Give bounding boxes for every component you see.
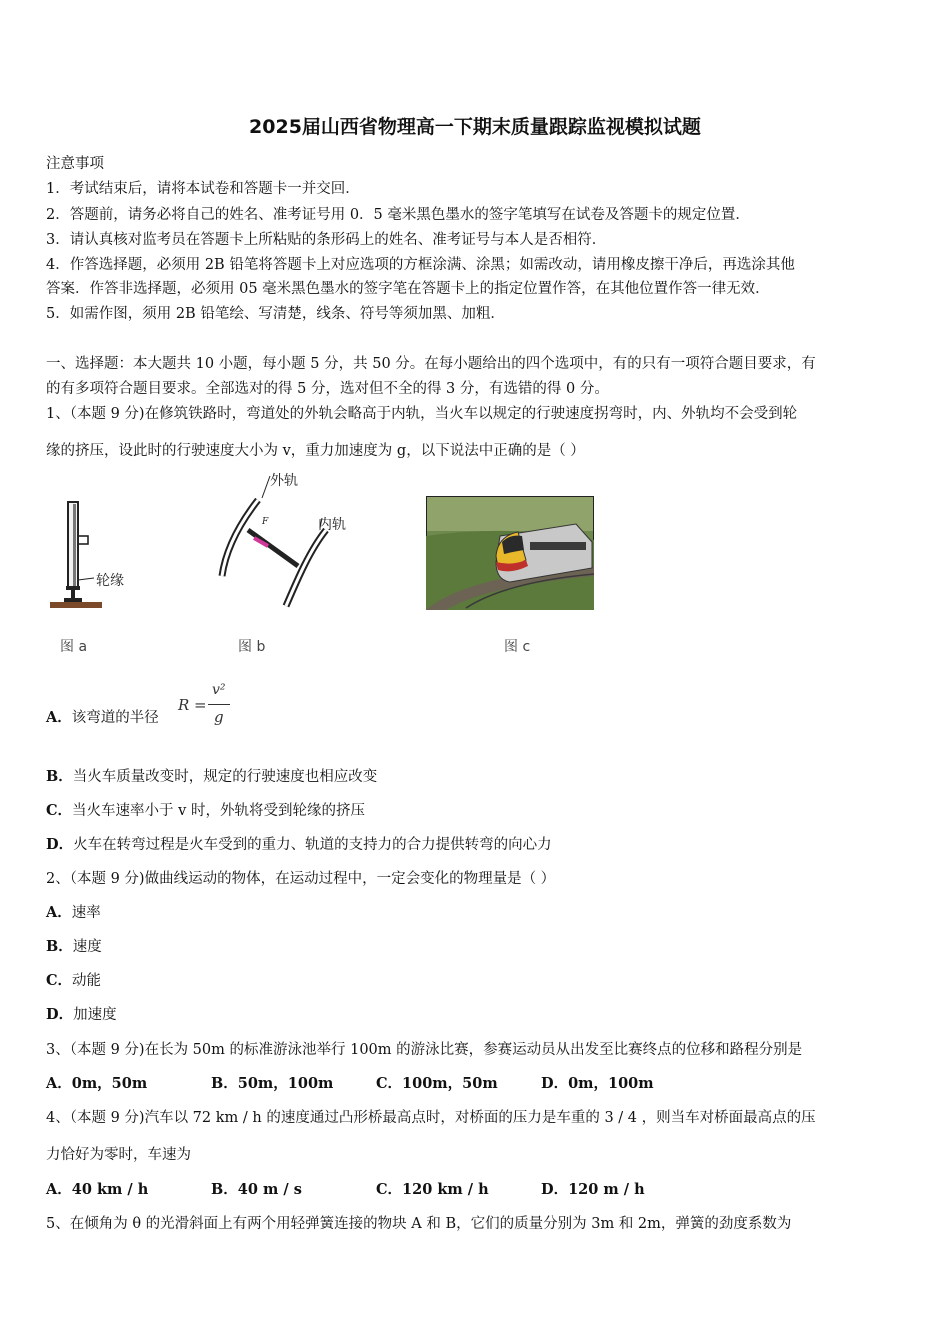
q2-option-b bbox=[46, 935, 102, 956]
formula-lhs: R = bbox=[178, 696, 207, 714]
q3-option-c: C．100m，50m bbox=[376, 1075, 498, 1092]
q2-option-d bbox=[46, 1003, 117, 1024]
sleeper-shape bbox=[248, 530, 298, 566]
section-intro: 的有多项符合题目要求。全部选对的得 5 分，选对但不全的得 3 分，有选错的得 0 分。 bbox=[46, 381, 609, 397]
notice-item: 5．如需作图，须用 2B 铅笔绘、写清楚，线条、符号等须加黑、加粗． bbox=[46, 306, 505, 322]
option-letter: A． bbox=[46, 709, 72, 726]
option-text: 速率 bbox=[71, 905, 101, 921]
figure-a-wheel-rail bbox=[48, 498, 138, 613]
flange-pointer bbox=[78, 578, 94, 580]
wheel-axle-line bbox=[73, 504, 76, 586]
q3-option-a: A．0m，50m bbox=[46, 1075, 148, 1092]
option-letter: B． bbox=[46, 938, 73, 955]
figure-a-caption: 图 a bbox=[60, 639, 88, 655]
q1-option-d bbox=[46, 833, 552, 854]
option-text: 动能 bbox=[72, 973, 102, 989]
section-intro: 一、选择题：本大题共 10 小题，每小题 5 分，共 50 分。在每小题给出的四个选项中，有的只有一项符合题目要求，有 bbox=[46, 356, 816, 372]
wheel-flange-label: 轮缘 bbox=[96, 573, 124, 589]
figure-c-caption: 图 c bbox=[504, 639, 531, 655]
formula-denominator: g bbox=[214, 708, 224, 726]
notice-item: 1．考试结束后，请将本试卷和答题卡一并交回． bbox=[46, 181, 360, 197]
q4-option-c: C．120 km / h bbox=[376, 1181, 489, 1198]
figure-c-train-photo bbox=[426, 496, 594, 610]
outer-rail-label: 外轨 bbox=[270, 473, 298, 489]
option-letter: A． bbox=[46, 904, 72, 921]
q3-option-b: B．50m，100m bbox=[211, 1075, 334, 1092]
option-text: 当火车速率小于 v 时，外轨将受到轮缘的挤压 bbox=[72, 803, 365, 819]
q4-option-b: B．40 m / s bbox=[211, 1181, 302, 1198]
option-text: 速度 bbox=[72, 939, 102, 955]
option-letter: D． bbox=[46, 836, 74, 853]
train-windows bbox=[530, 542, 586, 550]
page-title: 2025届山西省物理高一下期末质量跟踪监视模拟试题 bbox=[249, 116, 701, 138]
outer-pointer bbox=[262, 476, 270, 498]
option-text: 该弯道的半径 bbox=[71, 710, 159, 726]
q1-option-a bbox=[46, 706, 159, 727]
q4-option-d: D．120 m / h bbox=[541, 1181, 645, 1198]
notice-heading: 注意事项 bbox=[46, 156, 104, 172]
q2-option-c bbox=[46, 969, 101, 990]
option-letter: B． bbox=[46, 768, 73, 785]
option-text: 当火车质量改变时，规定的行驶速度也相应改变 bbox=[72, 769, 378, 785]
question-1-stem: 1、（本题 9 分)在修筑铁路时，弯道处的外轨会略高于内轨，当火车以规定的行驶速度拐弯时，内、外轨均不会受到轮 bbox=[46, 406, 798, 422]
option-text: 加速度 bbox=[73, 1007, 117, 1023]
question-3-stem: 3、（本题 9 分)在长为 50m 的标准游泳池举行 100m 的游泳比赛，参赛运动员从出发至比赛终点的位移和路程分别是 bbox=[46, 1042, 803, 1058]
question-2-stem: 2、（本题 9 分)做曲线运动的物体，在运动过程中，一定会变化的物理量是（ ） bbox=[46, 871, 556, 887]
inner-rail-label: 内轨 bbox=[318, 517, 346, 533]
question-1-stem: 缘的挤压，设此时的行驶速度大小为 v，重力加速度为 g，以下说法中正确的是（ ） bbox=[46, 443, 585, 459]
outer-rail-shape bbox=[222, 500, 258, 576]
q3-option-d: D．0m，100m bbox=[541, 1075, 654, 1092]
force-symbol: F bbox=[262, 517, 269, 527]
q1-option-c bbox=[46, 799, 365, 820]
notice-item: 3．请认真核对监考员在答题卡上所粘贴的条形码上的姓名、准考证号与本人是否相符． bbox=[46, 232, 607, 248]
fraction-bar bbox=[208, 704, 230, 705]
rail-base bbox=[50, 602, 102, 608]
option-text: 火车在转弯过程是火车受到的重力、轨道的支持力的合力提供转弯的向心力 bbox=[73, 837, 552, 853]
question-5-stem: 5、在倾角为 θ 的光滑斜面上有两个用轻弹簧连接的物块 A 和 B，它们的质量分别为 3m 和 2m，弹簧的劲度系数为 bbox=[46, 1216, 792, 1232]
figure-b-caption: 图 b bbox=[238, 639, 266, 655]
notice-item: 4．作答选择题，必须用 2B 铅笔将答题卡上对应选项的方框涂满、涂黑；如需改动，请用橡皮擦干净后，再选涂其他 bbox=[46, 257, 795, 273]
option-letter: C． bbox=[46, 972, 73, 989]
q1-option-b bbox=[46, 765, 377, 786]
q2-option-a bbox=[46, 901, 101, 922]
q4-option-a: A．40 km / h bbox=[46, 1181, 149, 1198]
option-letter: D． bbox=[46, 1006, 74, 1023]
formula-numerator: v² bbox=[212, 682, 226, 698]
notice-item: 答案．作答非选择题，必须用 05 毫米黑色墨水的签字笔在答题卡上的指定位置作答，在其他位置作答一律无效． bbox=[46, 281, 770, 297]
notice-item: 2．答题前，请务必将自己的姓名、准考证号用 0．5 毫米黑色墨水的签字笔填写在试卷及答题卡的规定位置． bbox=[46, 207, 750, 223]
flange-shape bbox=[66, 586, 80, 590]
question-4-stem: 4、（本题 9 分)汽车以 72 km / h 的速度通过凸形桥最高点时，对桥面的压力是车重的 3 / 4 ，则当车对桥面最高点的压 bbox=[46, 1110, 816, 1126]
rail-head bbox=[64, 598, 82, 602]
option-letter: C． bbox=[46, 802, 73, 819]
question-4-stem: 力恰好为零时，车速为 bbox=[46, 1147, 191, 1163]
hub-shape bbox=[78, 536, 88, 544]
